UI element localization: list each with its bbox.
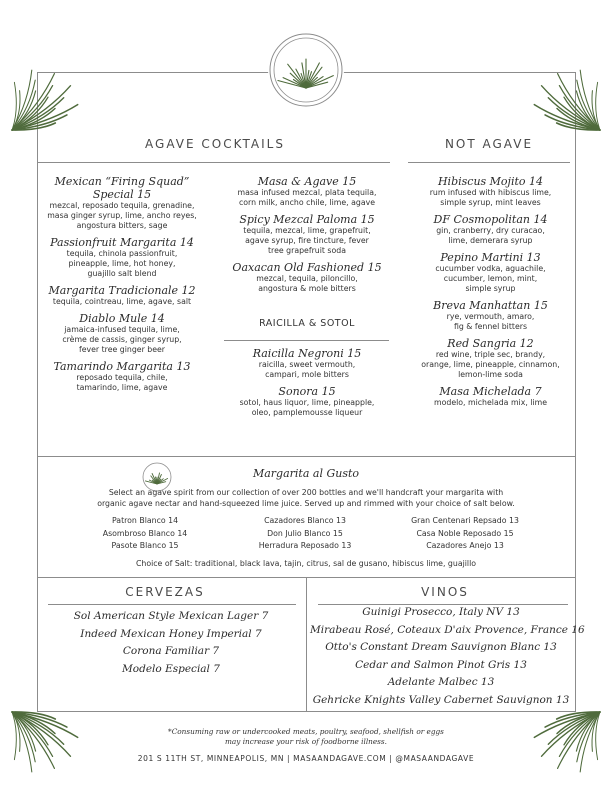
agave-cocktails-column-1 bbox=[37, 175, 207, 398]
menu-item-name: Masa & Agave 15 bbox=[257, 175, 357, 188]
menu-item bbox=[408, 175, 573, 208]
menu-item bbox=[408, 213, 573, 246]
disclaimer-line: *Consuming raw or undercooked meats, poultry, seafood, shellfish or eggs bbox=[168, 727, 444, 736]
menu-item-description: cucumber, lemon, mint, bbox=[443, 274, 538, 283]
raicilla-sotol-heading: RAICILLA & SOTOL bbox=[259, 318, 355, 329]
margarita-al-gusto-title: Margarita al Gusto bbox=[252, 467, 360, 480]
raicilla-sotol-section bbox=[222, 318, 392, 329]
menu-item-description: fever tree ginger beer bbox=[78, 345, 166, 354]
menu-item-name: Diablo Mule 14 bbox=[79, 312, 165, 325]
wine-item: Gehricke Knights Valley Cabernet Sauvignon 13 bbox=[312, 693, 570, 706]
cervezas-list bbox=[40, 608, 302, 678]
menu-item-description: oleo, pamplemousse liqueur bbox=[251, 408, 363, 417]
wine-item: Otto's Constant Dream Sauvignon Blanc 13 bbox=[325, 641, 557, 653]
menu-item-description: cucumber vodka, aguachile, bbox=[435, 264, 546, 273]
menu-item-description: orange, lime, pineapple, cinnamon, bbox=[421, 360, 560, 369]
description-line: Select an agave spirit from our collection of over 200 bottles and we'll handcraft your margarita with bbox=[108, 488, 504, 497]
menu-item-description: tequila, mezcal, lime, grapefruit, bbox=[243, 226, 371, 235]
menu-item-name: Mexican “Firing Squad” Special 15 bbox=[54, 175, 190, 201]
menu-item-name: Red Sangria 12 bbox=[447, 337, 534, 350]
agave-cocktails-column-2 bbox=[222, 175, 392, 299]
menu-item bbox=[37, 284, 207, 307]
address-line: 201 S 11TH ST, MINNEAPOLIS, MN | MASAANDAGAVE.COM | @MASAANDAGAVE bbox=[137, 754, 475, 763]
vinos-heading: VINOS bbox=[421, 585, 469, 599]
tequila-option: Patron Blanco 14 bbox=[111, 516, 179, 525]
menu-item-description: simple syrup, mint leaves bbox=[440, 198, 541, 207]
agave-cocktails-heading: AGAVE COCKTAILS bbox=[145, 137, 285, 151]
tequila-list-column-1 bbox=[80, 515, 210, 553]
cervezas-heading: CERVEZAS bbox=[125, 585, 205, 599]
menu-item-name: Margarita Tradicionale 12 bbox=[48, 284, 196, 297]
menu-item-name: Raicilla Negroni 15 bbox=[252, 347, 362, 360]
menu-item-description: jamaica-infused tequila, lime, bbox=[64, 325, 180, 334]
menu-item-description: masa infused mezcal, plata tequila, bbox=[237, 188, 377, 197]
menu-item bbox=[37, 175, 207, 231]
agave-leaf-icon bbox=[8, 62, 80, 134]
agave-logo-icon bbox=[268, 32, 344, 108]
not-agave-column bbox=[408, 175, 573, 413]
menu-item-name: Passionfruit Margarita 14 bbox=[50, 236, 194, 249]
wine-item: Adelante Malbec 13 bbox=[387, 676, 495, 688]
menu-item-description: campari, mole bitters bbox=[265, 370, 349, 379]
menu-item bbox=[37, 312, 207, 355]
beer-item: Corona Familiar 7 bbox=[122, 645, 220, 657]
beer-item: Sol American Style Mexican Lager 7 bbox=[73, 610, 269, 622]
menu-item-description: guajillo salt blend bbox=[87, 269, 157, 278]
menu-item-description: pineapple, lime, hot honey, bbox=[68, 259, 176, 268]
menu-item-description: corn milk, ancho chile, lime, agave bbox=[238, 198, 376, 207]
wine-item: Guinigi Prosecco, Italy NV 13 bbox=[362, 606, 520, 618]
menu-item bbox=[222, 213, 392, 256]
menu-item bbox=[222, 347, 392, 380]
divider bbox=[224, 340, 389, 341]
menu-item-description: red wine, triple sec, brandy, bbox=[435, 350, 546, 359]
menu-item bbox=[222, 261, 392, 294]
tequila-option: Gran Centenari Repsado 13 bbox=[411, 516, 519, 525]
menu-item-description: masa ginger syrup, lime, ancho reyes, bbox=[47, 211, 197, 220]
margarita-al-gusto-description bbox=[60, 487, 552, 509]
tequila-option: Casa Noble Reposado 15 bbox=[416, 528, 514, 538]
tequila-option: Pasote Blanco 15 bbox=[111, 541, 179, 550]
menu-item-description: mezcal, reposado tequila, grenadine, bbox=[49, 201, 195, 210]
menu-item-name: Pepino Martini 13 bbox=[440, 251, 541, 264]
menu-item bbox=[408, 251, 573, 294]
tequila-option: Asombroso Blanco 14 bbox=[102, 528, 188, 538]
raicilla-sotol-items bbox=[222, 347, 392, 423]
disclaimer-line: may increase your risk of foodborne illness. bbox=[225, 737, 387, 746]
menu-item-description: tequila, chinola passionfruit, bbox=[66, 249, 178, 258]
menu-item-name: Masa Michelada 7 bbox=[439, 385, 542, 398]
menu-item-name: Hibiscus Mojito 14 bbox=[437, 175, 544, 188]
divider bbox=[48, 604, 296, 605]
menu-item bbox=[37, 236, 207, 279]
not-agave-heading: NOT AGAVE bbox=[444, 137, 534, 151]
menu-item-description: agave syrup, fire tincture, fever bbox=[245, 236, 369, 245]
tequila-option: Cazadores Blanco 13 bbox=[264, 516, 346, 525]
divider bbox=[306, 577, 307, 712]
menu-item-name: DF Cosmopolitan 14 bbox=[433, 213, 548, 226]
agave-leaf-icon bbox=[8, 708, 80, 780]
menu-item-name: Oaxacan Old Fashioned 15 bbox=[232, 261, 382, 274]
divider bbox=[37, 162, 390, 163]
menu-item bbox=[408, 337, 573, 380]
menu-item bbox=[408, 385, 573, 408]
menu-item-description: rum infused with hibiscus lime, bbox=[429, 188, 552, 197]
wine-item: Cedar and Salmon Pinot Gris 13 bbox=[355, 658, 527, 671]
beer-item: Modelo Especial 7 bbox=[122, 662, 220, 675]
agave-leaf-icon bbox=[532, 62, 604, 134]
menu-item-description: angostura & mole bitters bbox=[258, 284, 356, 293]
salt-choices: Choice of Salt: traditional, black lava, tajin, citrus, sal de gusano, hibiscus lime, guajillo bbox=[135, 559, 477, 568]
agave-leaf-icon bbox=[532, 708, 604, 780]
menu-item-description: lime, demerara syrup bbox=[448, 236, 533, 245]
menu-item-description: crème de cassis, ginger syrup, bbox=[62, 335, 182, 344]
menu-item-description: gin, cranberry, dry curacao, bbox=[436, 226, 545, 235]
vinos-list bbox=[310, 604, 585, 709]
tequila-option: Herradura Reposado 13 bbox=[258, 541, 352, 550]
divider bbox=[37, 456, 576, 457]
tequila-list-column-2 bbox=[240, 515, 370, 553]
tequila-list-column-3 bbox=[385, 515, 545, 553]
menu-item-name: Tamarindo Margarita 13 bbox=[53, 360, 191, 373]
menu-item-description: reposado tequila, chile, bbox=[76, 373, 168, 382]
tequila-option: Don Julio Blanco 15 bbox=[267, 528, 343, 538]
menu-item-description: lemon-lime soda bbox=[458, 370, 523, 379]
menu-item-description: raicilla, sweet vermouth, bbox=[258, 360, 356, 369]
menu-item-name: Breva Manhattan 15 bbox=[433, 299, 548, 312]
menu-item bbox=[222, 385, 392, 418]
beer-item: Indeed Mexican Honey Imperial 7 bbox=[80, 627, 262, 640]
menu-item bbox=[222, 175, 392, 208]
menu-item-description: simple syrup bbox=[465, 284, 516, 293]
menu-item-description: tamarindo, lime, agave bbox=[76, 383, 168, 392]
menu-item-description: modelo, michelada mix, lime bbox=[434, 398, 547, 407]
menu-item-description: rye, vermouth, amaro, bbox=[446, 312, 535, 321]
menu-item-description: tree grapefruit soda bbox=[268, 246, 346, 255]
menu-item-description: mezcal, tequila, piloncillo, bbox=[256, 274, 358, 283]
menu-item-name: Sonora 15 bbox=[278, 385, 336, 398]
menu-item bbox=[37, 360, 207, 393]
menu-item bbox=[408, 299, 573, 332]
description-line: organic agave nectar and hand-squeezed lime juice. Served up and rimmed with your choice of salt below. bbox=[97, 499, 515, 508]
wine-item: Mirabeau Rosé, Coteaux D'aix Provence, France 16 bbox=[310, 623, 585, 636]
menu-item-description: fig & fennel bitters bbox=[453, 322, 528, 331]
health-disclaimer bbox=[100, 727, 512, 747]
tequila-option: Cazadores Anejo 13 bbox=[426, 541, 504, 550]
menu-item-description: tequila, cointreau, lime, agave, salt bbox=[52, 297, 192, 306]
divider bbox=[408, 162, 570, 163]
menu-item-description: angostura bitters, sage bbox=[76, 221, 168, 230]
menu-item-name: Spicy Mezcal Paloma 15 bbox=[239, 213, 375, 226]
menu-item-description: sotol, haus liquor, lime, pineapple, bbox=[239, 398, 375, 407]
